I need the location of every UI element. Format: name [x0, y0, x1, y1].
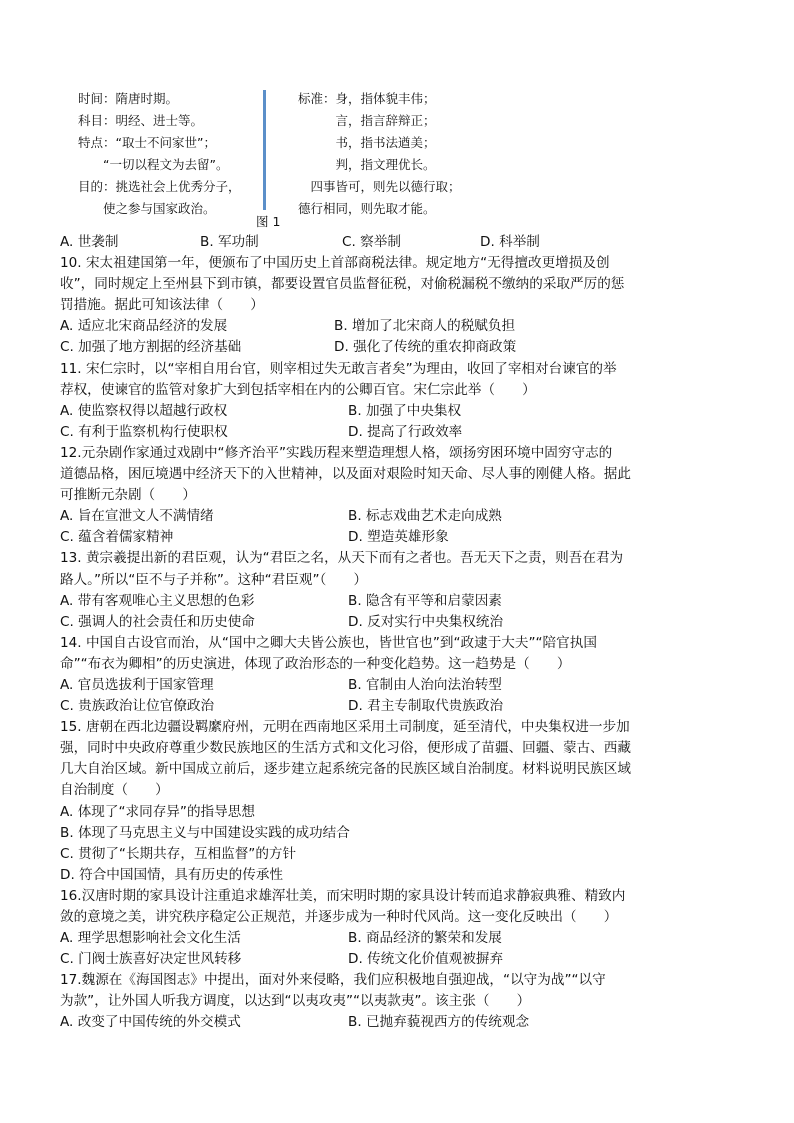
- option-a: A. 理学思想影响社会文化生活: [60, 930, 241, 947]
- options-row: [60, 337, 735, 358]
- option-d: D. 传统文化价值观被摒弃: [348, 951, 504, 968]
- figure-line: 书，指书法遒美；: [298, 135, 436, 150]
- option-d: D. 反对实行中央集权统治: [348, 613, 504, 630]
- option-b: B. 官制由人治向法治转型: [348, 676, 502, 693]
- question-stem: 可推断元杂剧（ ）: [60, 487, 196, 504]
- option-c: C. 有利于监察机构行使职权: [60, 423, 228, 440]
- question-stem: 15. 唐朝在西北边疆设羁縻府州，元明在西南地区采用土司制度，延至清代，中央集权进一步加: [60, 719, 630, 736]
- options-row: [60, 316, 735, 337]
- options-row: [60, 928, 735, 949]
- figure-line: 特点：“取士不问家世”；: [78, 135, 216, 150]
- option-b: B. 军功制: [200, 234, 259, 250]
- question-stem: 10. 宋太祖建国第一年，便颁布了中国历史上首部商税法律。规定地方“无得擅改更增损及创: [60, 255, 610, 272]
- option-a: A. 官员选拔利于国家管理: [60, 676, 214, 693]
- question-stem: 16.汉唐时期的家具设计注重追求雄浑壮美，而宋明时期的家具设计转而追求静寂典雅、精致内: [60, 887, 626, 904]
- figure-divider: [263, 90, 266, 210]
- figure-line: 标准：身，指体貌丰伟；: [298, 91, 436, 106]
- question-list: [60, 232, 735, 1034]
- option-b: B. 增加了北宋商人的税赋负担: [334, 318, 516, 335]
- figure-1: [60, 88, 480, 230]
- question-stem: 路人。”所以“臣不与子并称”。这种“君臣观”（ ）: [60, 571, 368, 588]
- figure-right-column: [298, 88, 488, 220]
- figure-caption: 图 1: [256, 214, 281, 229]
- question-stem: 12.元杂剧作家通过戏剧中“修齐治平”实践历程来塑造理想人格，颂扬穷困环境中固穷守志的: [60, 444, 613, 461]
- question-stem: 17.魏源在《海国图志》中提出，面对外来侵略，我们应积极地自强迎战，“以守为战”“以守: [60, 972, 606, 989]
- option-a: A. 世袭制: [60, 234, 119, 250]
- figure-line: 科目：明经、进士等。: [78, 113, 204, 128]
- option-d: D. 塑造英雄形象: [348, 529, 449, 546]
- option-b: B. 已抛弃藐视西方的传统观念: [348, 1014, 530, 1031]
- option-c: C. 察举制: [342, 234, 401, 250]
- options-row: [60, 675, 735, 696]
- question-stem: 道德品格，困厄境遇中经济天下的入世精神，以及面对艰险时知天命、尽人事的刚健人格。据此: [60, 466, 631, 483]
- options-row: [60, 591, 735, 612]
- question-stem: 命”“布衣为卿相”的历史演进，体现了政治形态的一种变化趋势。这一趋势是（ ）: [60, 655, 571, 672]
- option-c: C. 蕴含着儒家精神: [60, 529, 174, 546]
- option-c: C. 强调人的社会责任和历史使命: [60, 613, 255, 630]
- question-stem: 11. 宋仁宗时，以“宰相自用台官，则宰相过失无敢言者矣”为理由，收回了宰相对台谏官的举: [60, 360, 617, 377]
- option-d: D. 强化了传统的重农抑商政策: [334, 339, 517, 356]
- question-stem: 收”，同时规定上至州县下到市镇，都要设置官员监督征税，对偷税漏税不缴纳的采取严厉的惩: [60, 276, 625, 293]
- question-stem: 13. 黄宗羲提出新的君臣观，认为“君臣之名，从天下而有之者也。吾无天下之责，则吾在君为: [60, 550, 624, 567]
- options-row: [60, 506, 735, 527]
- option-c: C. 门阀士族喜好决定世风转移: [60, 951, 242, 968]
- options-row: [60, 949, 735, 970]
- question-stem: 强，同时中央政府尊重少数民族地区的生活方式和文化习俗，便形成了苗疆、回疆、蒙古、西藏: [60, 740, 631, 757]
- question-stem: 几大自治区域。新中国成立前后，逐步建立起系统完备的民族区域自治制度。材料说明民族区域: [60, 761, 631, 778]
- option-d: D. 君主专制取代贵族政治: [348, 698, 504, 715]
- question-stem: 自治制度（ ）: [60, 782, 169, 799]
- figure-line: 言，指言辞辩正；: [298, 113, 436, 128]
- option-d: D. 科举制: [480, 234, 540, 250]
- question-stem: 为款”，让外国人听我方调度，以达到“以夷攻夷”“以夷款夷”。该主张（ ）: [60, 993, 531, 1010]
- option-b: B. 体现了马克思主义与中国建设实践的成功结合: [60, 824, 350, 841]
- options-row: [60, 1012, 735, 1033]
- option-a: A. 适应北宋商品经济的发展: [60, 318, 228, 335]
- option-c: C. 贵族政治让位官僚政治: [60, 698, 215, 715]
- option-b: B. 加强了中央集权: [348, 402, 462, 419]
- options-row: [60, 612, 735, 633]
- question-stem: 14. 中国自古设官而治，从“国中之卿大夫皆公族也，皆世官也”到“政逮于大夫”“陪官执国: [60, 634, 597, 651]
- options-row: [60, 422, 735, 443]
- option-a: A. 体现了“求同存异”的指导思想: [60, 803, 255, 820]
- option-a: A. 使监察权得以超越行政权: [60, 402, 228, 419]
- option-c: C. 贯彻了“长期共存，互相监督”的方针: [60, 845, 297, 862]
- question-stem: 罚措施。据此可知该法律（ ）: [60, 297, 264, 314]
- figure-line: 判，指文理优长。: [298, 157, 436, 172]
- option-b: B. 隐含有平等和启蒙因素: [348, 592, 502, 609]
- option-a: A. 旨在宣泄文人不满情绪: [60, 508, 214, 525]
- option-b: B. 商品经济的繁荣和发展: [348, 930, 502, 947]
- figure-line: 使之参与国家政治。: [78, 201, 216, 216]
- q9-options: [60, 232, 735, 253]
- question-stem: 荐权，使谏官的监管对象扩大到包括宰相在内的公卿百官。宋仁宗此举（ ）: [60, 381, 536, 398]
- option-a: A. 改变了中国传统的外交模式: [60, 1014, 241, 1031]
- options-row: [60, 696, 735, 717]
- options-row: [60, 527, 735, 548]
- figure-line: 目的：挑选社会上优秀分子，: [78, 179, 241, 194]
- figure-line: 四事皆可，则先以德行取；: [298, 179, 461, 194]
- figure-line: “一切以程文为去留”。: [78, 157, 229, 172]
- figure-line: 德行相同，则先取才能。: [298, 201, 436, 216]
- option-a: A. 带有客观唯心主义思想的色彩: [60, 592, 255, 609]
- option-d: D. 符合中国国情，具有历史的传承性: [60, 866, 284, 883]
- option-b: B. 标志戏曲艺术走向成熟: [348, 508, 502, 525]
- option-c: C. 加强了地方割据的经济基础: [60, 339, 242, 356]
- figure-line: 时间：隋唐时期。: [78, 91, 179, 106]
- figure-left-column: [78, 88, 268, 220]
- question-stem: 敛的意境之美，讲究秩序稳定公正规范，并逐步成为一种时代风尚。这一变化反映出（ ）: [60, 909, 618, 925]
- options-row: [60, 401, 735, 422]
- option-d: D. 提高了行政效率: [348, 423, 463, 440]
